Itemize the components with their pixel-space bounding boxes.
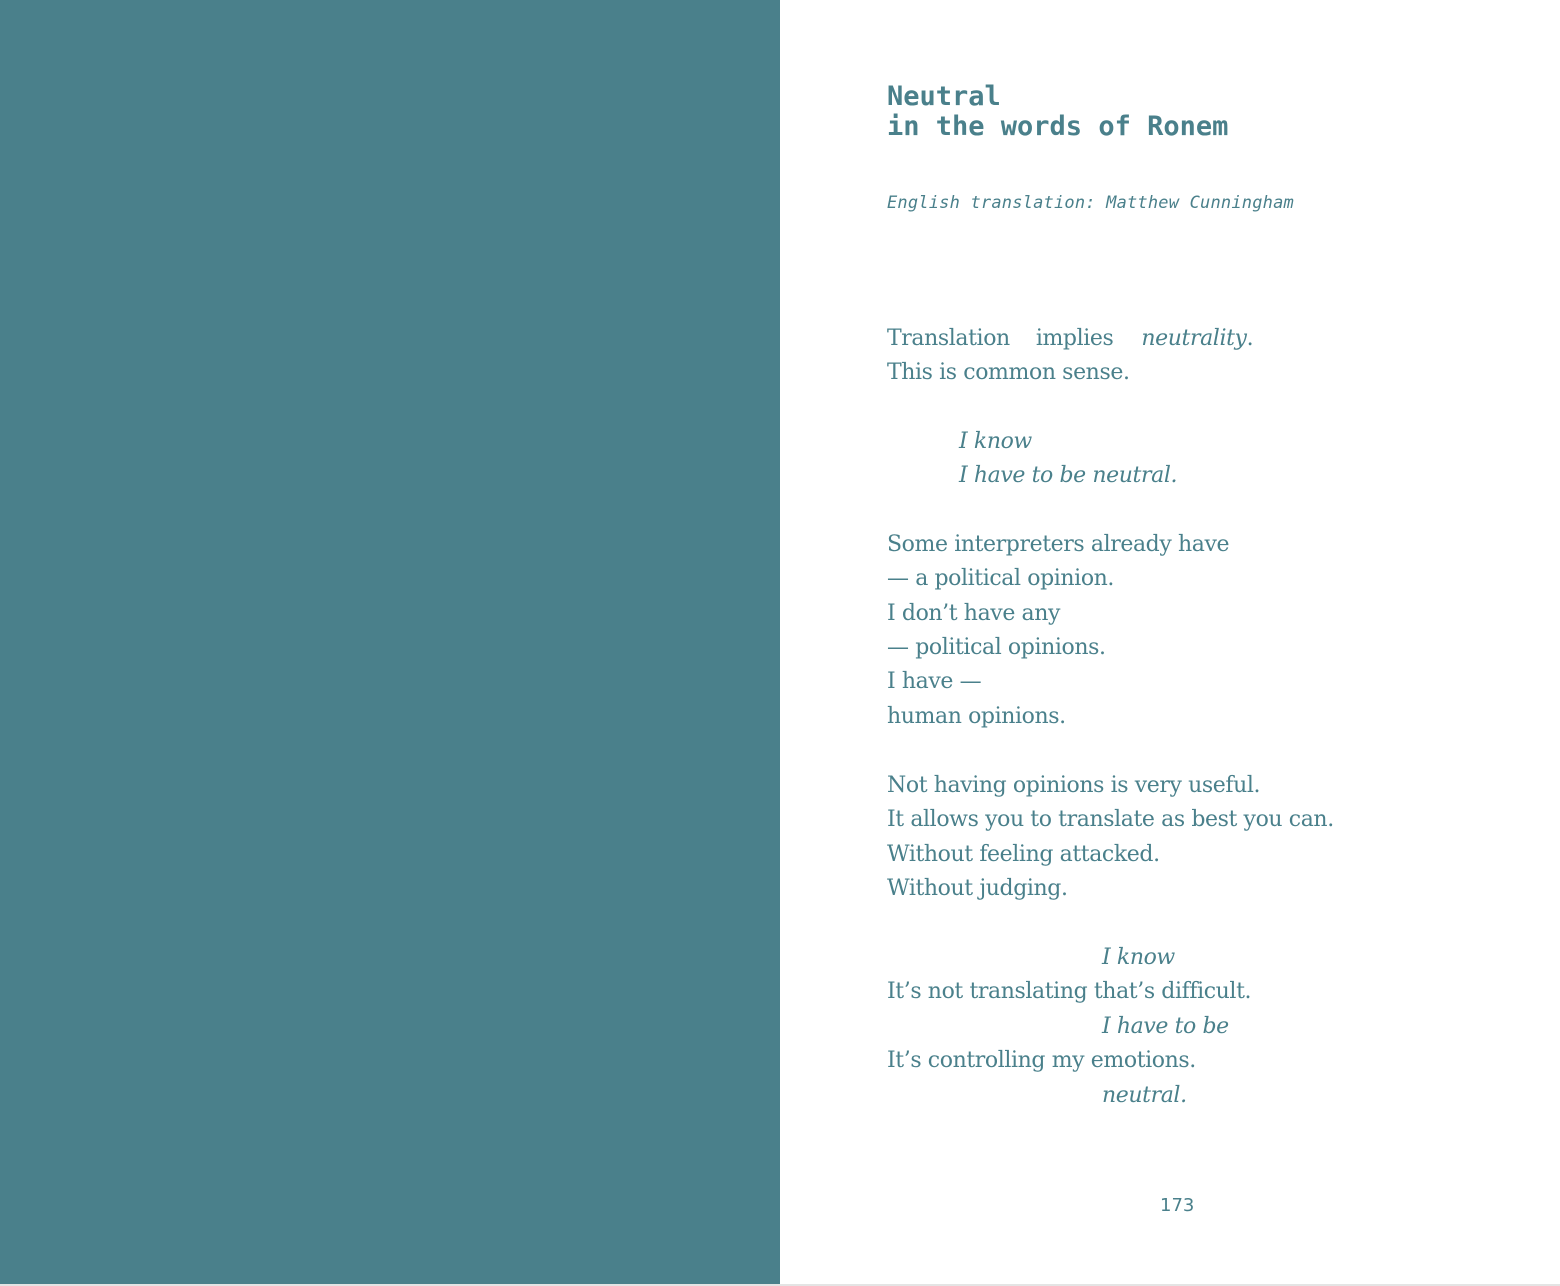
poem-line: human opinions. — [887, 704, 1066, 729]
poem-line: — a political opinion. — [887, 566, 1115, 591]
poem-title — [887, 82, 1228, 142]
poem-title-line-2: in the words of Ronem — [887, 111, 1229, 142]
poem-line: It’s controlling my emotions. — [887, 1048, 1196, 1073]
poem-line: Not having opinions is very useful. — [887, 773, 1261, 798]
right-page — [780, 0, 1560, 1284]
poem-punctuation: . — [1246, 326, 1254, 351]
poem-line-italic: I have to be neutral. — [959, 463, 1178, 488]
poem-line: I don’t have any — [887, 601, 1061, 626]
poem-line-italic: I have to be — [1102, 1014, 1229, 1039]
poem-line: Without feeling attacked. — [887, 842, 1160, 867]
page-number: 173 — [1160, 1195, 1195, 1216]
translator-credit: English translation: Matthew Cunningham — [887, 193, 1294, 213]
poem-line-italic: neutral. — [1102, 1083, 1187, 1108]
poem-line: This is common sense. — [887, 360, 1130, 385]
poem-line: I have — — [887, 669, 982, 694]
poem-word: implies — [1035, 326, 1114, 351]
poem-line: Some interpreters already have — [887, 532, 1230, 557]
poem-line-italic: I know — [959, 429, 1032, 454]
poem-line: — political opinions. — [887, 635, 1106, 660]
poem-line: Without judging. — [887, 876, 1068, 901]
poem-line: It’s not translating that’s difficult. — [887, 979, 1252, 1004]
poem-line-italic: I know — [1102, 945, 1175, 970]
poem-word-emphasis: neutrality — [1141, 326, 1247, 351]
poem-title-line-1: Neutral — [887, 81, 1001, 112]
left-page-color-panel — [0, 0, 780, 1284]
poem-line: It allows you to translate as best you can. — [887, 807, 1334, 832]
poem-line — [887, 322, 1253, 356]
poem-word: Translation — [887, 326, 1010, 351]
